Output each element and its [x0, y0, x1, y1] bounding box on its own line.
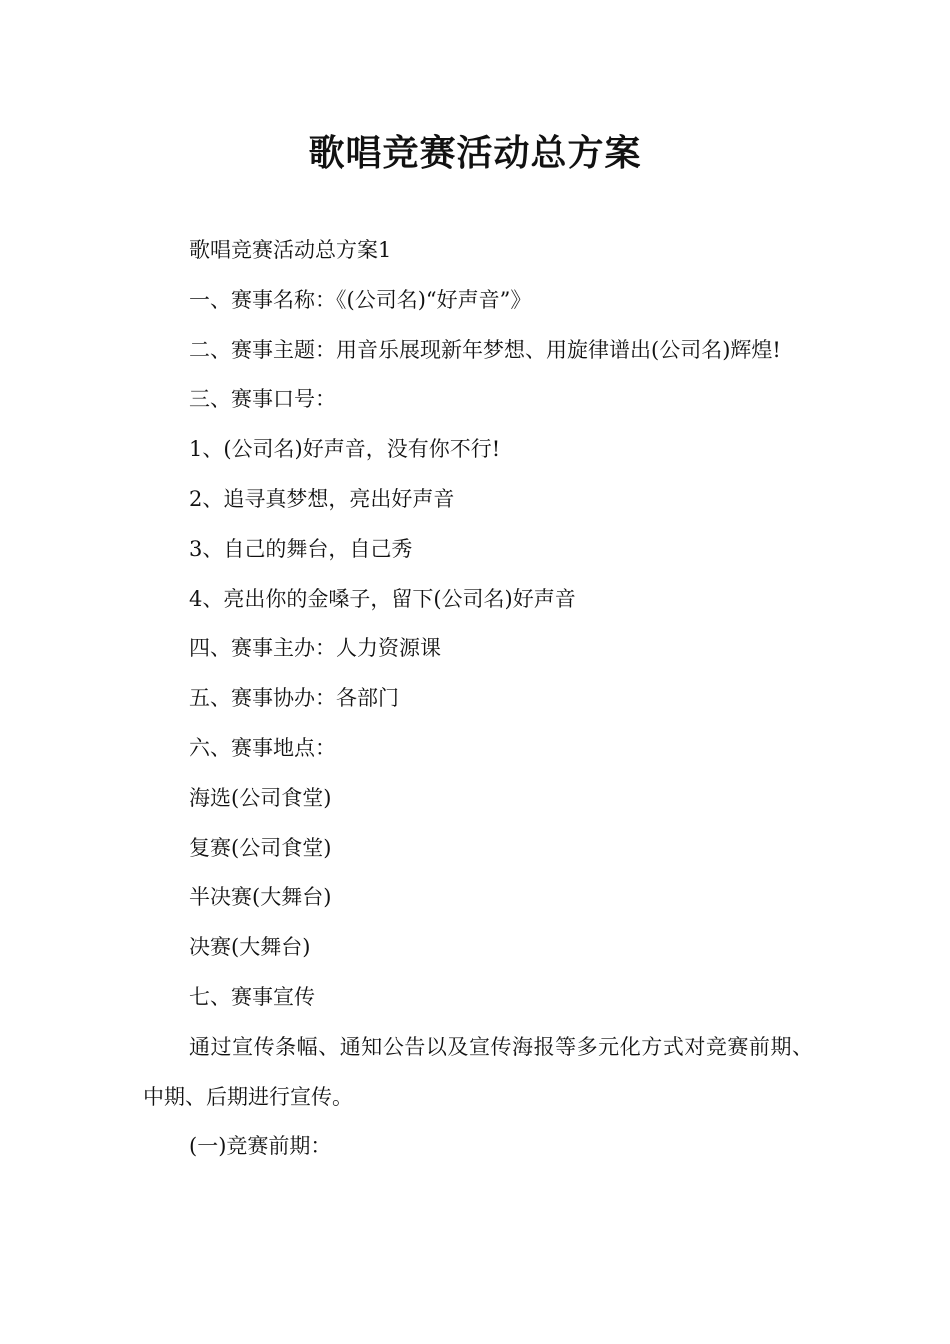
paragraph-slogan-1: 1、(公司名)好声音，没有你不行! [189, 437, 501, 462]
paragraph-slogan-4: 4、亮出你的金嗓子，留下(公司名)好声音 [189, 586, 576, 611]
paragraph-publicity-body: 通过宣传条幅、通知公告以及宣传海报等多元化方式对竞赛前期、中期、后期进行宣传。 [143, 1034, 813, 1109]
paragraph-co-organizer: 五、赛事协办：各部门 [189, 686, 399, 711]
paragraph-venue-semifinal: 半决赛(大舞台) [189, 885, 332, 910]
paragraph-organizer: 四、赛事主办：人力资源课 [189, 636, 441, 661]
paragraph-event-theme: 二、赛事主题：用音乐展现新年梦想、用旋律谱出(公司名)辉煌! [189, 337, 781, 362]
paragraph-venue-heading: 六、赛事地点： [189, 735, 336, 760]
paragraph-publicity-heading: 七、赛事宣传 [189, 984, 315, 1009]
paragraph-subtitle: 歌唱竞赛活动总方案1 [189, 238, 392, 262]
paragraph-pre-competition: (一)竞赛前期： [189, 1134, 332, 1159]
paragraph-venue-audition: 海选(公司食堂) [189, 785, 332, 810]
paragraph-slogan-heading: 三、赛事口号： [189, 387, 336, 412]
document-title: 歌唱竞赛活动总方案 [308, 132, 642, 174]
paragraph-venue-second-round: 复赛(公司食堂) [189, 835, 332, 860]
paragraph-slogan-2: 2、追寻真梦想，亮出好声音 [189, 486, 455, 511]
paragraph-slogan-3: 3、自己的舞台，自己秀 [189, 536, 413, 561]
paragraph-event-name: 一、赛事名称：《(公司名)“好声音”》 [189, 287, 532, 312]
paragraph-venue-final: 决赛(大舞台) [189, 935, 311, 960]
document-body [143, 226, 813, 1172]
